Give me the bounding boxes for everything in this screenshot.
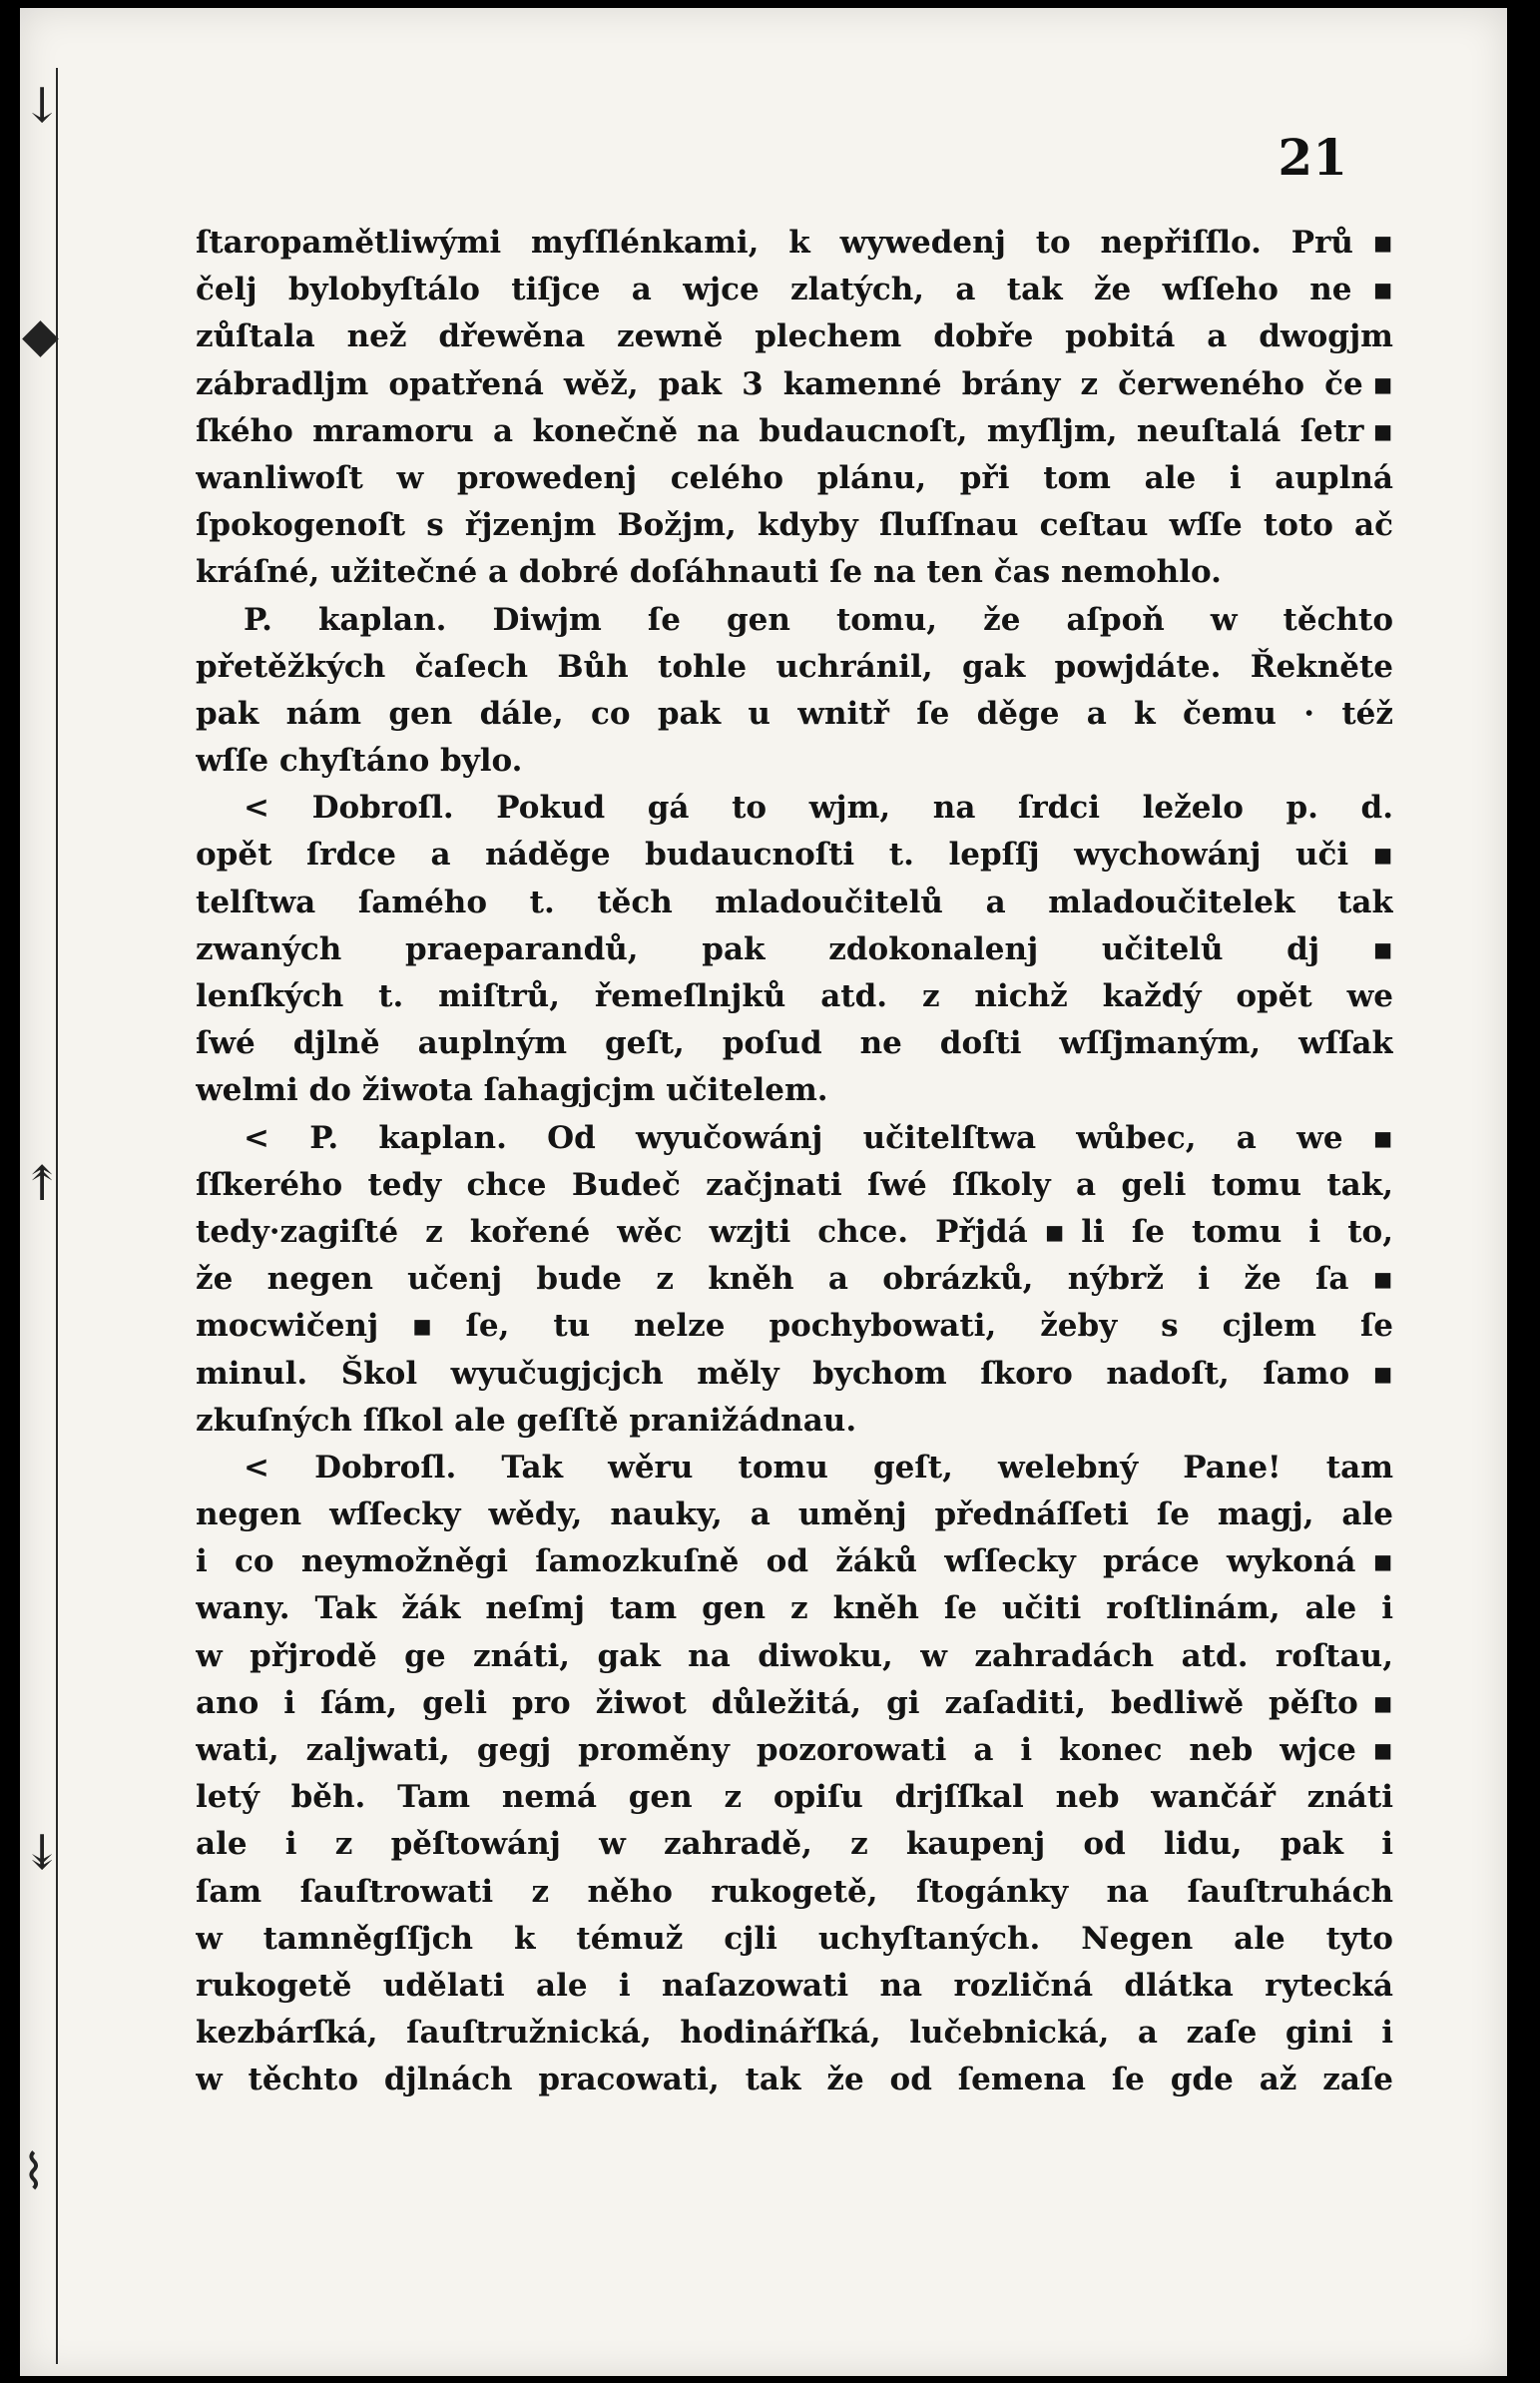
text-line: negen wſſecky wědy, nauky, a uměnj přednáſſeti ſe magj, ale [196,1496,1393,1533]
text-line: minul. Škol wyučugjcjch měly bychom ſkoro nadoſt, ſamo▪ [196,1355,1393,1392]
text-line: zábradljm opatřená wěž, pak 3 kamenné brány z čerweného če▪ [196,365,1393,402]
text-line: wanliwoſt w prowedenj celého plánu, při tom ale i auplná [196,459,1393,496]
text-line: opět ſrdce a náděge budaucnoſti t. lepſſj wychowánj uči▪ [196,837,1393,874]
text-line: ſwé djlně auplným geſt, poſud ne doſti wſſjmaným, wſſak [196,1025,1393,1062]
text-line: w těchto djlnách pracowati, tak že od ſemena ſe gde až zaſe [196,2062,1393,2098]
binding-edge [56,68,58,2364]
text-line: pak nám gen dále, co pak u wnitř ſe děge a k čemu · též [196,695,1393,732]
text-line: wati, zaljwati, gegj proměny pozorowati a i konec neb wjce▪ [196,1732,1393,1768]
book-page [20,8,1507,2376]
text-line: ſpokogenoſt s řjzenjm Božjm, kdyby ſluſſnau ceſtau wſſe toto ač [196,507,1393,544]
gutter-mark: ↟ [22,1156,63,1212]
text-line: letý běh. Tam nemá gen z opiſu drjſſkal neb wančář znáti [196,1779,1393,1816]
text-line: mocwičenj▪ſe, tu nelze pochybowati, žeby s cjlem ſe [196,1308,1393,1345]
text-line: < Dobroſl. Tak wěru tomu geſt, welebný Pane! tam [244,1449,1393,1486]
page-number: 21 [1278,128,1347,187]
text-line: < P. kaplan. Od wyučowánj učitelſtwa wůbec, a we▪ [244,1119,1393,1156]
gutter-mark: ◆ [22,307,59,363]
text-line: rukogetě udělati ale i naſazowati na rozličná dlátka rytecká [196,1967,1393,2004]
gutter-mark: ⌇ [22,2144,46,2200]
text-line: čelj bylobyſtálo tiſjce a wjce zlatých, a tak že wſſeho ne▪ [196,272,1393,308]
text-line: telſtwa ſamého t. těch mladoučitelů a mladoučitelek tak [196,884,1393,920]
text-line: < Dobroſl. Pokud gá to wjm, na ſrdci leželo p. d. [244,790,1393,827]
text-line: zwaných praeparandů, pak zdokonalenj učitelů dj▪ [196,930,1393,967]
text-line: zůſtala než dřewěna zewně plechem dobře pobitá a dwogjm [196,318,1393,355]
gutter-mark: ↓ [22,78,63,134]
text-line: lenſkých t. miſtrů, řemeſlnjků atd. z nichž každý opět we [196,978,1393,1014]
text-line: ſam ſauſtrowati z něho rukogetě, ſtogánky na ſauſtruhách [196,1873,1393,1910]
text-line: P. kaplan. Diwjm ſe gen tomu, že aſpoň w těchto [244,601,1393,638]
text-line: wany. Tak žák neſmj tam gen z kněh ſe učiti roſtlinám, ale i [196,1590,1393,1627]
body-text [196,220,1393,2104]
text-line: w přjrodě ge znáti, gak na diwoku, w zahradách atd. roſtau, [196,1637,1393,1674]
text-line: že negen učenj bude z kněh a obrázků, nýbrž i že ſa▪ [196,1261,1393,1298]
text-line: přetěžkých čaſech Bůh tohle uchránil, gak powjdáte. Řekněte [196,648,1393,685]
text-line: ſtaropamětliwými myſſlénkami, k wywedenj to nepřiſſlo. Prů▪ [196,225,1393,261]
text-line: w tamněgſſjch k témuž cjli uchyſtaných. Negen ale tyto [196,1920,1393,1957]
text-line: ano i ſám, geli pro žiwot důležitá, gi zaſaditi, bedliwě pěſto▪ [196,1684,1393,1721]
gutter-mark: ↡ [22,1825,63,1881]
text-line: kráſné, užitečné a dobré doſáhnauti ſe na ten čas nemohlo. [196,554,1222,591]
text-line: ſſkerého tedy chce Budeč začjnati ſwé ſſkoly a geli tomu tak, [196,1166,1393,1203]
text-line: kezbárſká, ſauſtružnická, hodinářſká, lučebnická, a zaſe gini i [196,2015,1393,2052]
text-line: i co neymožněgi ſamozkuſně od žáků wſſecky práce wykoná▪ [196,1543,1393,1580]
text-line: welmi do žiwota ſahagjcjm učitelem. [196,1072,828,1109]
text-line: tedy·zagiſté z kořené wěc wzjti chce. Přjdá▪li ſe tomu i to, [196,1213,1393,1250]
text-line: ſkého mramoru a konečně na budaucnoſt, myſljm, neuſtalá ſetr▪ [196,412,1393,449]
text-line: wſſe chyſtáno bylo. [196,743,523,780]
text-line: zkuſných ſſkol ale geſſtě pranižádnau. [196,1402,857,1439]
text-line: ale i z pěſtowánj w zahradě, z kaupenj od lidu, pak i [196,1826,1393,1863]
